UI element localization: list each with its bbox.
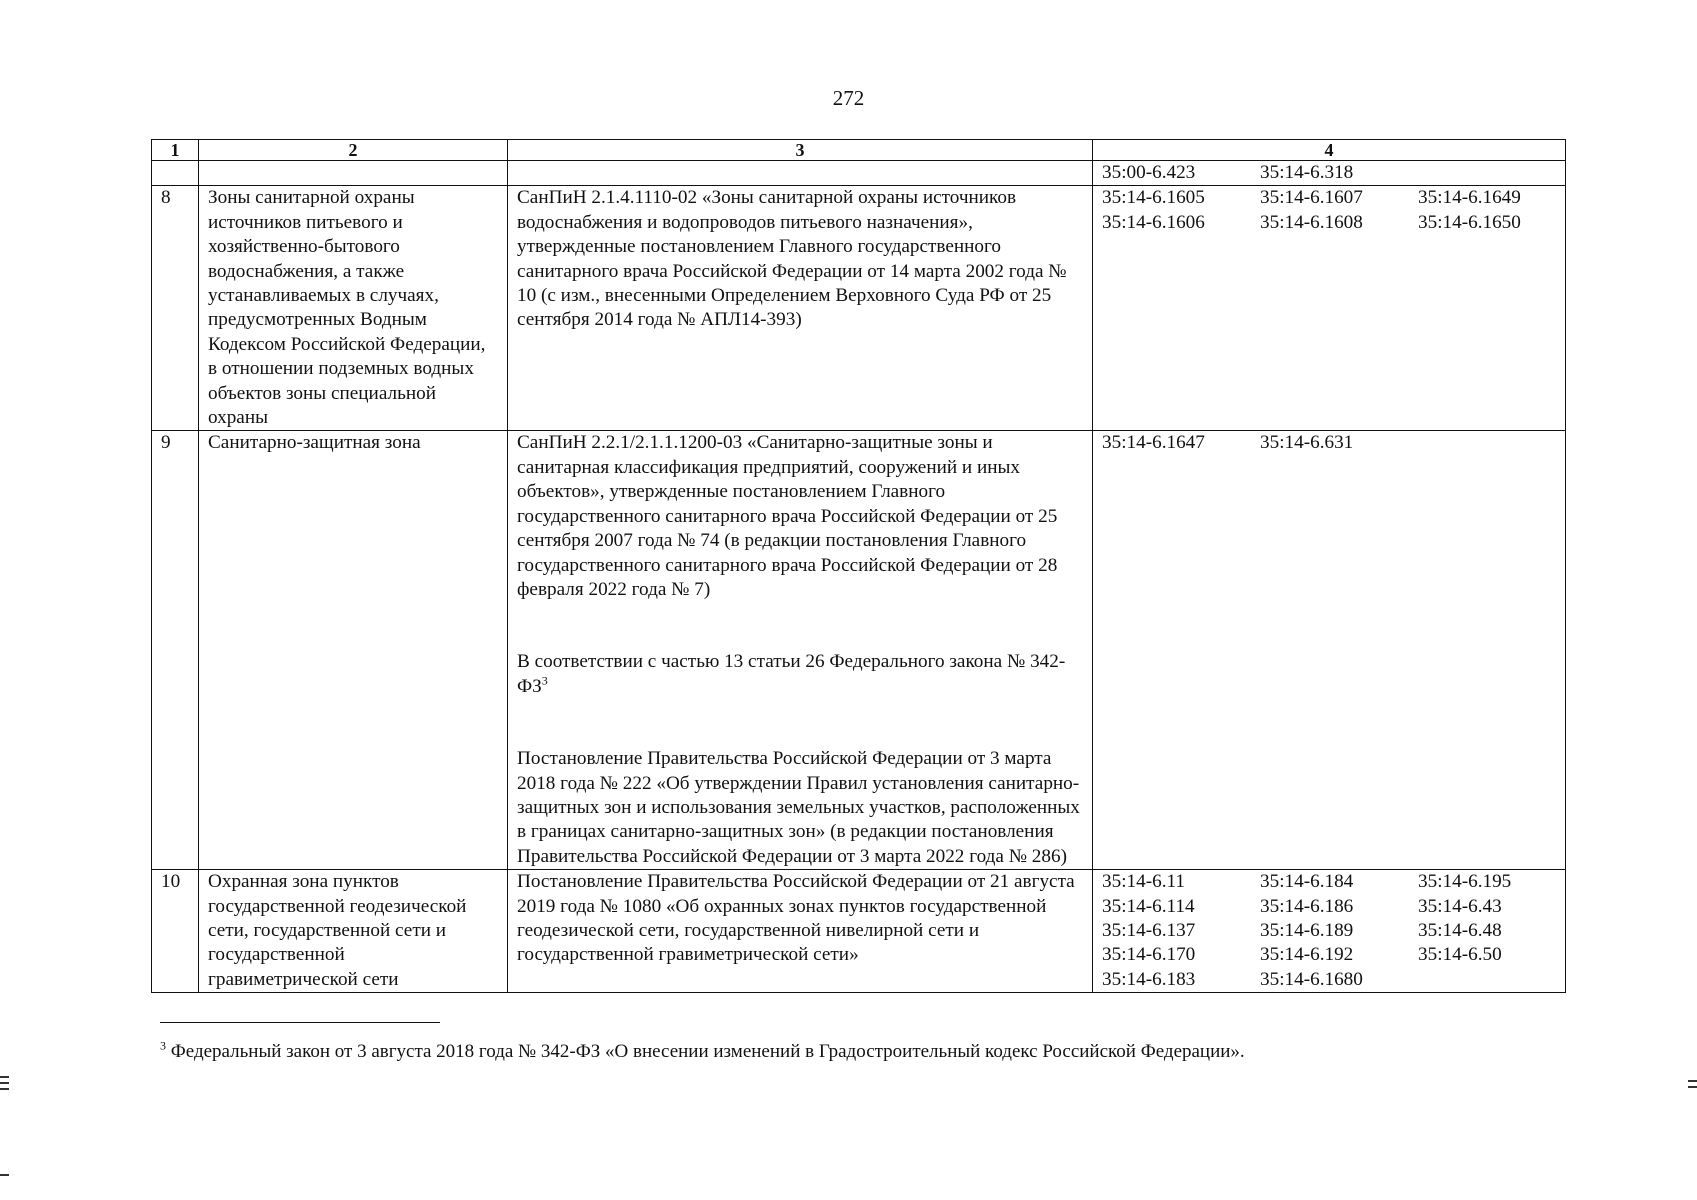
zone-name: Зоны санитарной охраны источников питьевого и хозяйственно-бытового водоснабжения, а также устанавливаемых в случаях, предусмотренных Водным Кодексом Российской Федерации, в отношении подземных водных объектов зоны специальной охраны: [199, 186, 508, 431]
cadastral-code: 35:14-6.318: [1260, 162, 1354, 183]
cadastral-code: 35:14-6.1607: [1260, 187, 1363, 209]
footnote-marker: 3: [160, 1038, 166, 1053]
codes-cell: [1093, 186, 1566, 431]
table-cell: [508, 161, 1093, 186]
cadastral-code: 35:00-6.423: [1102, 162, 1196, 183]
cadastral-code: 35:14-6.50: [1418, 944, 1502, 966]
legal-document: СанПиН 2.1.4.1110-02 «Зоны санитарной охраны источников водоснабжения и водопроводов питьевого назначения», утвержденные постановлением Главного государственного санитарного врача Российской Федерации от 14 марта 2002 года № 10 (с изм., внесенными Определением Верховного Суда РФ от 25 сентября 2014 года № АПЛ14-393): [517, 187, 1067, 331]
table-row: [152, 431, 1566, 870]
table-header-row: [152, 140, 1566, 161]
scan-margin-mark: [0, 1174, 9, 1176]
cadastral-code: 35:14-6.195: [1418, 871, 1512, 893]
cadastral-code: 35:14-6.137: [1102, 919, 1196, 941]
footnote: [160, 1040, 1560, 1064]
scan-margin-mark: [0, 1088, 9, 1090]
cadastral-code: 35:14-6.184: [1260, 871, 1354, 893]
codes-cell: [1093, 870, 1566, 993]
scan-margin-mark: [0, 1082, 9, 1084]
legal-document: СанПиН 2.2.1/2.1.1.1200-03 «Санитарно-защитные зоны и санитарная классификация предприятий, сооружений и иных объектов», утвержденные постановлением Главного государственного санитарного врача Российской Федерации от 25 сентября 2007 года № 74 (в редакции постановления Главного государственного санитарного врача Российской Федерации от 28 февраля 2022 года № 7): [517, 432, 1058, 600]
table-row: [152, 186, 1566, 431]
cadastral-code: 35:14-6.1649: [1418, 187, 1521, 209]
cadastral-code: 35:14-6.631: [1260, 432, 1354, 454]
cadastral-code: 35:14-6.48: [1418, 919, 1502, 941]
legal-basis: [508, 186, 1093, 431]
cadastral-code: 35:14-6.192: [1260, 944, 1354, 966]
scan-margin-mark: [1688, 1080, 1697, 1082]
cadastral-code: 35:14-6.1606: [1102, 211, 1205, 233]
footnote-reference[interactable]: 3: [541, 673, 548, 688]
scan-margin-mark: [1688, 1086, 1697, 1088]
cadastral-code: 35:14-6.114: [1102, 895, 1195, 917]
column-header: 4: [1093, 140, 1566, 161]
row-number: 8: [152, 186, 199, 431]
table-cell: [152, 161, 199, 186]
cadastral-code: 35:14-6.186: [1260, 895, 1354, 917]
legal-basis: [508, 431, 1093, 870]
column-header: 1: [152, 140, 199, 161]
cadastral-code: 35:14-6.1650: [1418, 211, 1521, 233]
cadastral-code: 35:14-6.1605: [1102, 187, 1205, 209]
legal-basis: [508, 870, 1093, 993]
codes-cell: [1093, 431, 1566, 870]
zone-name: Охранная зона пунктов государственной геодезической сети, государственной сети и государственной гравиметрической сети: [199, 870, 508, 993]
cadastral-code: 35:14-6.1647: [1102, 432, 1205, 454]
row-number: 9: [152, 431, 199, 870]
cadastral-code: 35:14-6.170: [1102, 944, 1196, 966]
cadastral-code: 35:14-6.1608: [1260, 211, 1363, 233]
page-number: 272: [832, 86, 865, 110]
legal-document: Постановление Правительства Российской Федерации от 21 августа 2019 года № 1080 «Об охранных зонах пунктов государственной геодезической сети, государственной нивелирной сети и государственной гравиметрической сети»: [517, 871, 1075, 966]
column-header: 2: [199, 140, 508, 161]
legal-document: Постановление Правительства Российской Федерации от 3 марта 2018 года № 222 «Об утверждении Правил установления санитарно-защитных зон и использования земельных участков, расположенных в границах санитарно-защитных зон» (в редакции постановления Правительства Российской Федерации от 3 марта 2022 года № 286): [517, 748, 1080, 867]
table-row: [152, 870, 1566, 993]
zones-table: [151, 139, 1566, 993]
cadastral-code: 35:14-6.43: [1418, 895, 1502, 917]
footnote-separator: [160, 1022, 440, 1023]
continuation-row: [152, 161, 1566, 186]
cadastral-code: 35:14-6.189: [1260, 919, 1354, 941]
legal-document: В соответствии с частью 13 статьи 26 Федерального закона № $342-ФЗ^3$: [517, 651, 1066, 697]
scan-margin-mark: [0, 1076, 9, 1078]
zone-name: Санитарно-защитная зона: [199, 431, 508, 870]
codes-cell: [1093, 161, 1566, 186]
footnote-text: Федеральный закон от 3 августа 2018 года № 342-ФЗ «О внесении изменений в Градостроительный кодекс Российской Федерации».: [170, 1041, 1245, 1062]
cadastral-code: 35:14-6.1680: [1260, 968, 1363, 990]
table-cell: [199, 161, 508, 186]
column-header: 3: [508, 140, 1093, 161]
cadastral-code: 35:14-6.183: [1102, 968, 1196, 990]
row-number: 10: [152, 870, 199, 993]
cadastral-code: 35:14-6.11: [1102, 871, 1185, 893]
